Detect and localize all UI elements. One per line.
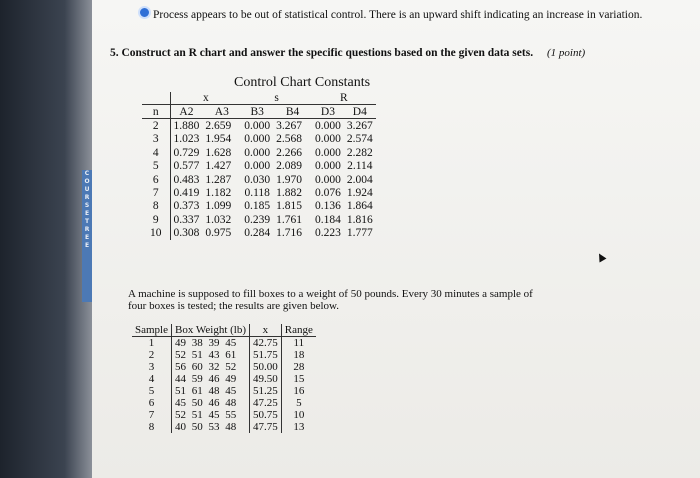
side-tab-letter: C <box>84 170 90 177</box>
table-cell: 1.816 <box>346 213 373 226</box>
constants-title: Control Chart Constants <box>234 75 371 90</box>
group-header-r: R <box>312 92 376 105</box>
sample-header: Box Weight (lb) <box>172 324 250 337</box>
sample-header: Range <box>281 324 316 337</box>
table-row <box>132 397 316 409</box>
table-cell: 0.000 <box>244 120 271 133</box>
mouse-cursor-icon <box>596 252 607 263</box>
table-cell: 50.75 <box>250 409 282 421</box>
table-cell: 8 <box>142 200 170 213</box>
table-cell: 1.924 <box>346 187 373 200</box>
table-cell: 1.099 <box>205 200 232 213</box>
table-cell: 50.00 <box>250 361 282 373</box>
course-tree-side-tab[interactable] <box>82 170 92 302</box>
table-row <box>142 213 376 226</box>
column-header: B4 <box>273 105 312 119</box>
table-cell: 2.659 <box>205 120 232 133</box>
side-tab-letter: T <box>84 218 90 225</box>
table-cell: 9 <box>142 213 170 226</box>
table-cell: 0.185 <box>244 200 271 213</box>
table-cell: 51.75 <box>250 349 282 361</box>
table-cell: 0.000 <box>244 133 271 146</box>
table-cell: 0.975 <box>205 227 232 240</box>
table-cell: 2.282 <box>346 146 373 159</box>
table-cell: 5 <box>142 160 170 173</box>
table-cell: 13 <box>293 421 305 433</box>
table-cell: 47.25 <box>250 397 282 409</box>
table-row <box>142 227 376 240</box>
table-row <box>132 409 316 421</box>
table-cell: 0.000 <box>315 146 341 159</box>
table-cell: 1.032 <box>205 213 232 226</box>
table-cell: 1.882 <box>276 187 302 200</box>
column-header: A3 <box>202 105 241 119</box>
table-cell: 52 51 45 55 <box>172 409 250 421</box>
table-cell: 45 50 46 48 <box>172 397 250 409</box>
table-cell: 3 <box>142 133 170 146</box>
table-cell: 51.25 <box>250 385 282 397</box>
table-row <box>142 186 376 199</box>
side-tab-letter: R <box>84 194 90 201</box>
table-cell: 3.267 <box>346 120 373 133</box>
table-cell: 1.777 <box>346 227 373 240</box>
table-cell: 0.284 <box>244 227 271 240</box>
sample-data-table <box>132 324 316 433</box>
side-tab-letter: S <box>84 202 90 209</box>
table-cell: 1 <box>132 337 172 350</box>
table-row <box>132 337 316 350</box>
table-cell: 0.118 <box>244 187 270 200</box>
table-row <box>132 385 316 397</box>
table-row <box>142 173 376 186</box>
table-cell: 0.223 <box>315 227 341 240</box>
table-cell: 0.000 <box>244 160 271 173</box>
side-tab-letter: E <box>84 210 90 217</box>
table-cell: 0.239 <box>244 213 271 226</box>
side-tab-letter: U <box>84 186 90 193</box>
table-cell: 7 <box>142 186 170 199</box>
table-cell: 0.308 <box>173 227 200 240</box>
table-cell: 2.568 <box>276 133 302 146</box>
table-cell: 0.000 <box>315 120 341 133</box>
side-tab-letter: R <box>84 226 90 233</box>
table-cell: 15 <box>293 373 305 385</box>
question-text: 5. Construct an R chart and answer the specific questions based on the given data sets. <box>110 47 534 59</box>
table-cell: 2.114 <box>347 160 373 173</box>
table-cell: 2.089 <box>276 160 302 173</box>
column-header: A2 <box>170 105 202 119</box>
table-cell: 0.729 <box>173 146 200 159</box>
table-cell: 8 <box>132 421 172 433</box>
column-header: D4 <box>344 105 376 119</box>
column-header: B3 <box>241 105 273 119</box>
points-label: (1 point) <box>547 47 586 59</box>
group-header-s: s <box>241 92 312 105</box>
side-tab-letter: E <box>84 234 90 241</box>
table-cell: 16 <box>293 385 305 397</box>
table-cell: 4 <box>132 373 172 385</box>
table-cell: 1.761 <box>276 213 302 226</box>
constants-table <box>142 92 376 240</box>
table-row <box>132 421 316 433</box>
table-cell: 1.182 <box>205 187 232 200</box>
table-row <box>132 361 316 373</box>
table-cell: 0.337 <box>173 213 200 226</box>
table-cell: 0.076 <box>315 187 341 200</box>
table-cell: 1.287 <box>205 173 232 186</box>
table-row <box>142 200 376 213</box>
table-cell: 3.267 <box>276 120 302 133</box>
table-row <box>132 373 316 385</box>
sample-header: x <box>250 324 282 337</box>
table-cell: 0.184 <box>315 213 341 226</box>
table-cell: 11 <box>293 337 305 349</box>
table-cell: 0.030 <box>244 173 271 186</box>
table-cell: 10 <box>142 227 170 240</box>
sample-header: Sample <box>132 324 172 337</box>
table-cell: 28 <box>293 361 305 373</box>
answer-option[interactable] <box>138 6 642 21</box>
table-cell: 2 <box>132 349 172 361</box>
table-cell: 51 61 48 45 <box>172 385 250 397</box>
table-cell: 5 <box>132 385 172 397</box>
column-header: n <box>142 105 170 119</box>
table-cell: 2 <box>142 119 170 133</box>
table-cell: 1.954 <box>205 133 232 146</box>
table-cell: 2.266 <box>276 146 302 159</box>
side-tab-letter: E <box>84 242 90 249</box>
problem-description: A machine is supposed to fill boxes to a weight of 50 pounds. Every 30 minutes a sample of four boxes is tested; the results are given below. <box>128 288 533 312</box>
table-cell: 0.373 <box>173 200 200 213</box>
table-cell: 1.815 <box>276 200 302 213</box>
table-cell: 1.716 <box>276 227 302 240</box>
table-cell: 18 <box>293 349 305 361</box>
table-cell: 0.419 <box>173 187 200 200</box>
document-page <box>92 0 700 478</box>
table-cell: 1.628 <box>205 146 232 159</box>
table-row <box>142 133 376 146</box>
table-cell: 2.004 <box>346 173 373 186</box>
table-row <box>132 349 316 361</box>
table-cell: 40 50 53 48 <box>172 421 250 433</box>
table-row <box>142 160 376 173</box>
table-cell: 49.50 <box>250 373 282 385</box>
table-cell: 47.75 <box>250 421 282 433</box>
table-cell: 0.000 <box>244 146 271 159</box>
table-cell: 6 <box>142 173 170 186</box>
table-cell: 4 <box>142 146 170 159</box>
table-cell: 3 <box>132 361 172 373</box>
table-cell: 0.577 <box>173 160 200 173</box>
table-cell: 0.136 <box>315 200 341 213</box>
table-cell: 1.427 <box>205 160 232 173</box>
table-cell: 1.970 <box>276 173 302 186</box>
table-cell: 0.000 <box>315 173 341 186</box>
table-cell: 10 <box>293 409 305 421</box>
table-cell: 0.000 <box>315 160 341 173</box>
table-cell: 1.880 <box>173 120 200 133</box>
table-cell: 5 <box>296 397 302 409</box>
table-cell: 7 <box>132 409 172 421</box>
table-cell: 1.023 <box>173 133 200 146</box>
table-cell: 56 60 32 52 <box>172 361 250 373</box>
table-cell: 52 51 43 61 <box>172 349 250 361</box>
table-cell: 44 59 46 49 <box>172 373 250 385</box>
table-cell: 0.000 <box>315 133 341 146</box>
table-cell: 6 <box>132 397 172 409</box>
table-cell: 0.483 <box>173 173 200 186</box>
column-header-row <box>142 105 376 119</box>
table-cell: 49 38 39 45 <box>172 337 250 350</box>
table-row <box>142 146 376 159</box>
table-cell: 2.574 <box>346 133 373 146</box>
side-tab-letter: O <box>84 178 90 185</box>
group-header-row <box>142 92 376 105</box>
column-header: D3 <box>312 105 344 119</box>
answer-text: Process appears to be out of statistical control. There is an upward shift indicating an increase in variation. <box>153 9 643 21</box>
selected-radio-icon[interactable] <box>138 6 151 19</box>
table-row <box>142 119 376 133</box>
table-cell: 1.864 <box>346 200 373 213</box>
group-header-x: x <box>170 92 241 105</box>
table-cell: 42.75 <box>250 337 282 350</box>
sample-header-row <box>132 324 316 337</box>
background-left-strip <box>0 0 92 478</box>
